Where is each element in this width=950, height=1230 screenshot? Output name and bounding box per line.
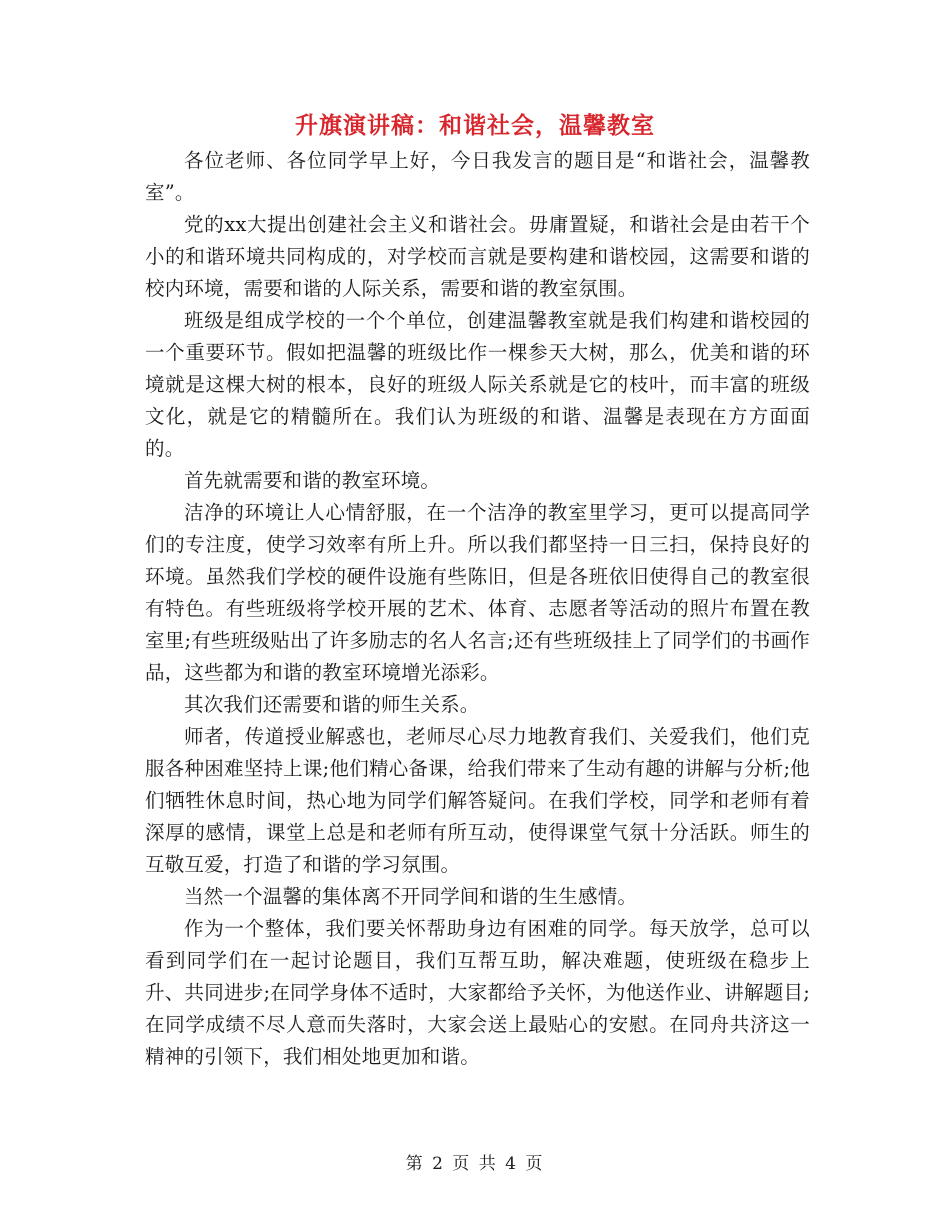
paragraph: 班级是组成学校的一个个单位，创建温馨教室就是我们构建和谐校园的一个重要环节。假如把温馨的班级比作一棵参天大树，那么，优美和谐的环境就是这棵大树的根本，良好的班级人际关系就是它的枝叶，而丰富的班级文化，就是它的精髓所在。我们认为班级的和谐、温馨是表现在方方面面的。 bbox=[145, 309, 810, 460]
paragraph: 党的xx大提出创建社会主义和谐社会。毋庸置疑，和谐社会是由若干个小的和谐环境共同构成的，对学校而言就是要构建和谐校园，这需要和谐的校内环境，需要和谐的人际关系，需要和谐的教室氛围。 bbox=[145, 213, 810, 300]
paragraph: 洁净的环境让人心情舒服，在一个洁净的教室里学习，更可以提高同学们的专注度，使学习效率有所上升。所以我们都坚持一日三扫，保持良好的环境。虽然我们学校的硬件设施有些陈旧，但是各班依旧使得自己的教室很有特色。有些班级将学校开展的艺术、体育、志愿者等活动的照片布置在教室里;有些班级贴出了许多励志的名人名言;还有些班级挂上了同学们的书画作品，这些都为和谐的教室环境增光添彩。 bbox=[145, 501, 810, 684]
paragraph: 作为一个整体，我们要关怀帮助身边有困难的同学。每天放学，总可以看到同学们在一起讨论题目，我们互帮互助，解决难题，使班级在稳步上升、共同进步;在同学身体不适时，大家都给予关怀，为他送作业、讲解题目;在同学成绩不尽人意而失落时，大家会送上最贴心的安慰。在同舟共济这一精神的引领下，我们相处地更加和谐。 bbox=[145, 917, 810, 1068]
paragraph: 当然一个温馨的集体离不开同学间和谐的生生感情。 bbox=[184, 885, 638, 908]
paragraph: 首先就需要和谐的教室环境。 bbox=[184, 469, 441, 492]
paragraph: 各位老师、各位同学早上好，今日我发言的题目是“和谐社会，温馨教室”。 bbox=[145, 149, 810, 204]
page-number-footer: 第 2 页 共 4 页 bbox=[405, 1154, 545, 1174]
document-title: 升旗演讲稿：和谐社会，温馨教室 bbox=[295, 112, 655, 139]
paragraph: 师者，传道授业解惑也，老师尽心尽力地教育我们、关爱我们，他们克服各种困难坚持上课;他们精心备课，给我们带来了生动有趣的讲解与分析;他们牺牲休息时间，热心地为同学们解答疑问。在我们学校，同学和老师有着深厚的感情，课堂上总是和老师有所互动，使得课堂气氛十分活跃。师生的互敬互爱，打造了和谐的学习氛围。 bbox=[145, 725, 810, 876]
paragraph: 其次我们还需要和谐的师生关系。 bbox=[184, 693, 480, 716]
document-body bbox=[145, 145, 810, 1073]
